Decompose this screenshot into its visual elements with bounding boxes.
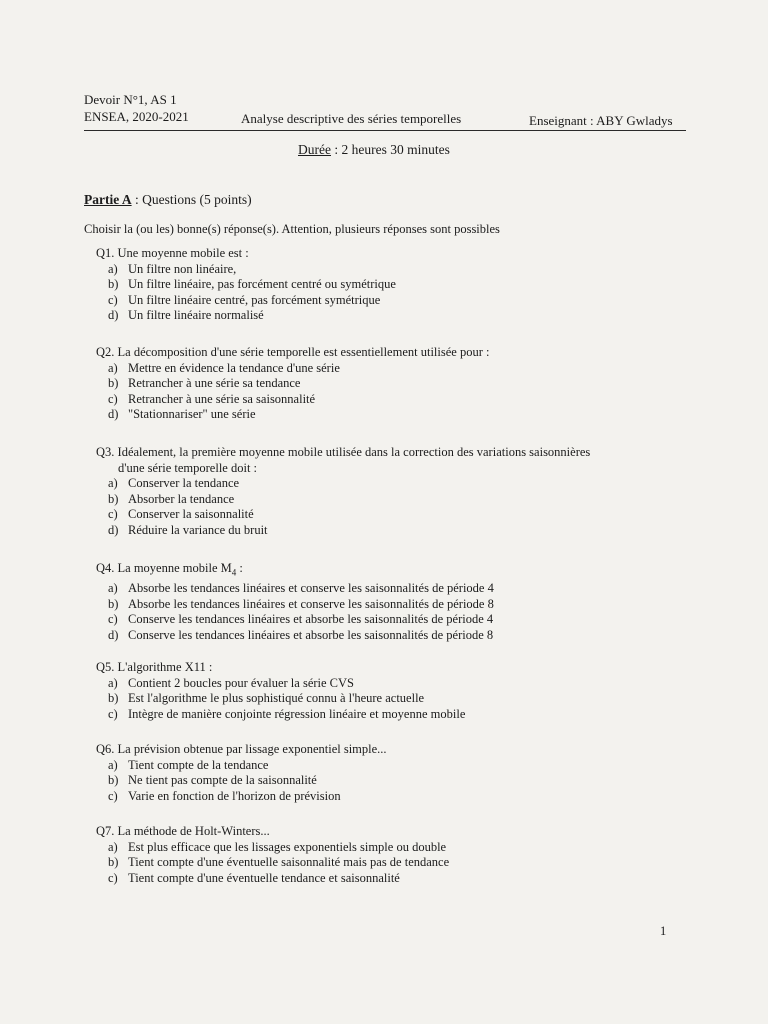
option-item <box>96 392 489 408</box>
course-title: Analyse descriptive des séries temporelles <box>241 111 462 126</box>
teacher-name: Enseignant : ABY Gwladys <box>529 113 673 128</box>
option-item <box>96 523 590 539</box>
option-text: Retrancher à une série sa saisonnalité <box>128 391 316 406</box>
option-item <box>96 293 396 309</box>
option-text: "Stationnariser" une série <box>128 407 256 421</box>
option-letter: c) <box>108 612 118 626</box>
question-3 <box>96 445 590 538</box>
option-item <box>96 612 494 628</box>
option-item <box>96 308 396 324</box>
duration-line <box>298 142 450 158</box>
option-letter: a) <box>108 581 118 595</box>
option-letter: b) <box>108 596 119 611</box>
option-item <box>96 871 449 887</box>
instruction-text: Choisir la (ou les) bonne(s) réponse(s). Attention, plusieurs réponses sont possibles <box>84 222 500 236</box>
option-letter: c) <box>108 788 118 803</box>
page-number: 1 <box>660 924 667 938</box>
option-text: Absorber la tendance <box>128 491 235 506</box>
question-text <box>96 561 494 581</box>
option-item <box>96 789 387 805</box>
option-text: Un filtre linéaire centré, pas forcément symétrique <box>128 292 381 307</box>
option-text: Contient 2 boucles pour évaluer la série CVS <box>128 675 354 690</box>
option-letter: a) <box>108 261 118 276</box>
question-1 <box>96 246 396 324</box>
option-item <box>96 840 449 856</box>
option-item <box>96 476 590 492</box>
option-item <box>96 707 465 723</box>
option-text: Un filtre linéaire, pas forcément centré ou symétrique <box>128 277 396 291</box>
option-text: Mettre en évidence la tendance d'une série <box>128 360 340 375</box>
question-text: Q1. Une moyenne mobile est : <box>96 246 249 260</box>
option-letter: c) <box>108 507 118 521</box>
part-a-label: Partie A <box>84 192 132 207</box>
option-item <box>96 361 489 377</box>
option-text: Réduire la variance du bruit <box>128 522 268 537</box>
question-text-continued: d'une série temporelle doit : <box>118 460 258 475</box>
option-item <box>96 277 396 293</box>
option-item <box>96 507 590 523</box>
option-text: Tient compte d'une éventuelle tendance et saisonnalité <box>128 870 400 885</box>
duration-value: : 2 heures 30 minutes <box>330 142 450 157</box>
devoir-label: Devoir N°1, AS 1 <box>84 92 177 107</box>
option-letter: b) <box>108 691 119 705</box>
option-text: Conserver la tendance <box>128 476 240 490</box>
option-letter: d) <box>108 522 119 537</box>
part-a-value: : Questions (5 points) <box>131 192 252 207</box>
option-text: Est plus efficace que les lissages exponentiels simple ou double <box>128 839 447 854</box>
option-letter: a) <box>108 675 118 690</box>
part-a-heading <box>84 192 252 208</box>
option-item <box>96 758 387 774</box>
option-text: Ne tient pas compte de la saisonnalité <box>128 773 317 787</box>
option-item <box>96 597 494 613</box>
option-text: Absorbe les tendances linéaires et conserve les saisonnalités de période 4 <box>128 581 494 595</box>
question-6 <box>96 742 387 804</box>
option-text: Tient compte d'une éventuelle saisonnalité mais pas de tendance <box>128 855 450 869</box>
option-item <box>96 492 590 508</box>
option-item <box>96 676 465 692</box>
option-letter: b) <box>108 376 119 390</box>
option-letter: a) <box>108 476 118 490</box>
option-item <box>96 691 465 707</box>
option-item <box>96 262 396 278</box>
question-5 <box>96 660 465 722</box>
option-letter: d) <box>108 308 119 322</box>
question-text: Q2. La décomposition d'une série temporelle est essentiellement utilisée pour : <box>96 345 490 359</box>
option-letter: b) <box>108 491 119 506</box>
option-letter: a) <box>108 839 118 854</box>
option-text: Conserve les tendances linéaires et absorbe les saisonnalités de période 4 <box>128 612 494 626</box>
option-letter: d) <box>108 407 119 421</box>
option-text: Tient compte de la tendance <box>128 757 269 772</box>
option-text: Un filtre linéaire normalisé <box>128 308 264 322</box>
question-text: Q6. La prévision obtenue par lissage exponentiel simple... <box>96 742 387 756</box>
option-letter: d) <box>108 627 119 642</box>
option-item <box>96 628 494 644</box>
subscript: 4 <box>231 567 237 578</box>
question-text: Q5. L'algorithme X11 : <box>96 660 213 674</box>
duration-label: Durée <box>298 142 331 157</box>
option-text: Conserve les tendances linéaires et absorbe les saisonnalités de période 8 <box>128 627 494 642</box>
question-text-main: Q4. La moyenne mobile M <box>96 561 232 575</box>
option-item <box>96 855 449 871</box>
option-item <box>96 407 489 423</box>
question-text: Q3. Idéalement, la première moyenne mobile utilisée dans la correction des variations saisonnières <box>96 445 591 459</box>
option-text: Conserver la saisonnalité <box>128 507 254 521</box>
option-text: Retrancher à une série sa tendance <box>128 376 301 390</box>
question-2 <box>96 345 489 423</box>
option-text: Un filtre non linéaire, <box>128 261 237 276</box>
question-4 <box>96 561 494 643</box>
option-item <box>96 376 489 392</box>
option-text: Est l'algorithme le plus sophistiqué connu à l'heure actuelle <box>128 691 425 705</box>
option-text: Intègre de manière conjointe régression linéaire et moyenne mobile <box>128 706 466 721</box>
option-text: Varie en fonction de l'horizon de prévision <box>128 788 341 803</box>
question-text-tail: : <box>236 561 243 575</box>
option-letter: c) <box>108 870 118 885</box>
question-7 <box>96 824 449 886</box>
school-year: ENSEA, 2020-2021 <box>84 109 189 124</box>
option-letter: a) <box>108 360 118 375</box>
option-letter: b) <box>108 277 119 291</box>
question-text: Q7. La méthode de Holt-Winters... <box>96 824 270 838</box>
option-text: Absorbe les tendances linéaires et conserve les saisonnalités de période 8 <box>128 596 494 611</box>
option-item <box>96 773 387 789</box>
option-item <box>96 581 494 597</box>
option-letter: c) <box>108 292 118 307</box>
option-letter: b) <box>108 773 119 787</box>
option-letter: c) <box>108 391 118 406</box>
header-rule <box>84 130 686 131</box>
option-letter: a) <box>108 757 118 772</box>
option-letter: b) <box>108 855 119 869</box>
option-letter: c) <box>108 706 118 721</box>
